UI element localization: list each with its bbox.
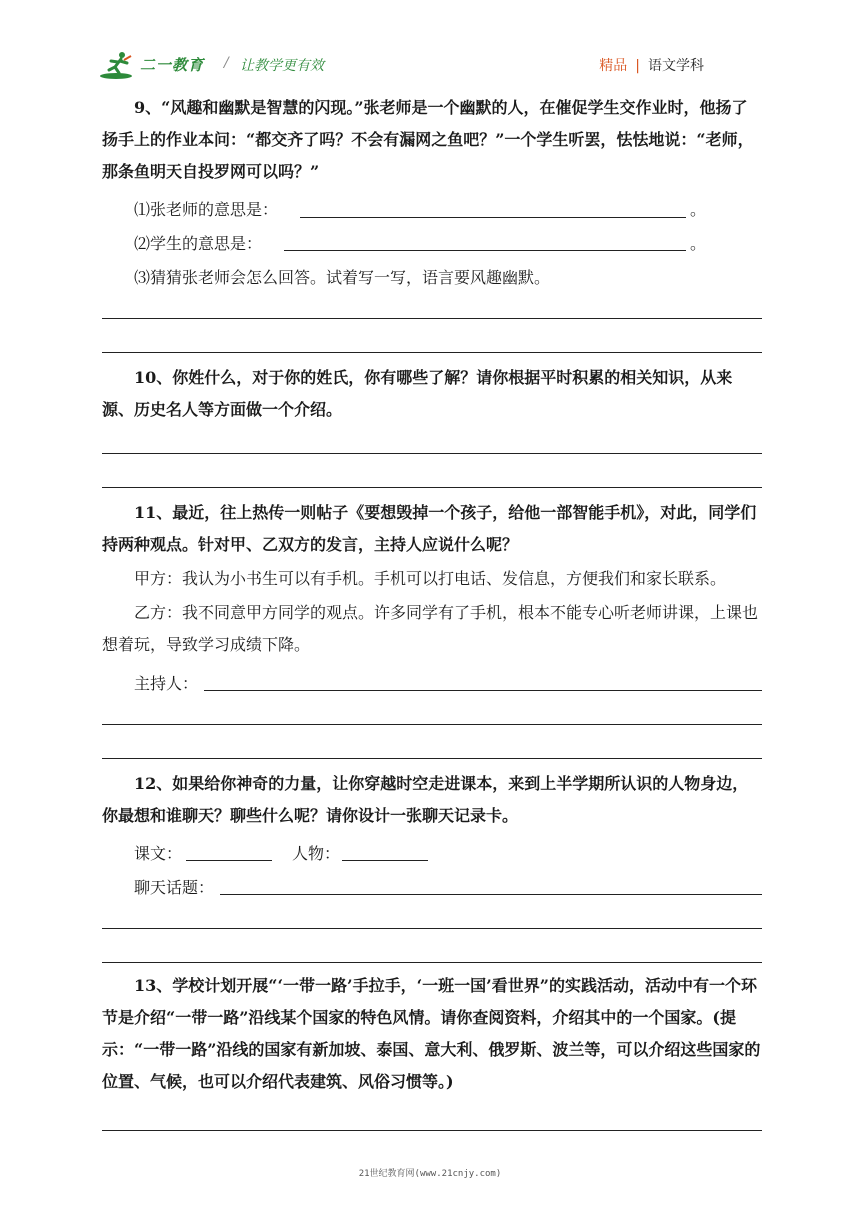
q9-sub2-label: ⑵学生的意思是： xyxy=(134,234,263,253)
q9-sub3-label: ⑶猜猜张老师会怎么回答。试着写一写，语言要风趣幽默。 xyxy=(134,268,551,287)
header-right xyxy=(599,55,704,75)
q10-answer-line-2[interactable] xyxy=(102,487,762,488)
runner-logo-icon xyxy=(100,50,136,80)
subject-label: 语文学科 xyxy=(648,58,704,74)
q9-sub1-label: ⑴张老师的意思是： xyxy=(134,200,279,219)
question-12 xyxy=(102,768,762,832)
quality-badge: 精品 xyxy=(599,58,628,74)
brand-slogan: 让教学更有效 xyxy=(240,58,324,74)
page-header xyxy=(100,44,760,84)
question-10-text: 10、你姓什么，对于你的姓氏，你有哪些了解？请你根据平时积累的相关知识，从来源、历史名人等方面做一个介绍。 xyxy=(102,368,733,419)
question-9-text: 9、“风趣和幽默是智慧的闪现。”张老师是一个幽默的人，在催促学生交作业时，他扬了扬手上的作业本问：“都交齐了吗？不会有漏网之鱼吧？”一个学生听罢，怯怯地说：“老师，那条鱼明天自投罗网可以吗？” xyxy=(102,98,754,181)
q12-person-answer-line[interactable] xyxy=(342,860,428,861)
q9-sub1-answer-line[interactable] xyxy=(300,217,686,218)
q9-sub1-period: 。 xyxy=(690,200,707,219)
question-13-text: 13、学校计划开展“‘一带一路’手拉手，‘一班一国’看世界”的实践活动，活动中有一个环节是介绍“一带一路”沿线某个国家的特色风情。请你查阅资料，介绍其中的一个国家。(提示：“一带一路”沿线的国家有新加坡、泰国、意大利、俄罗斯、波兰等，可以介绍这些国家的位置、气候，也可以介绍代表建筑、风俗习惯等。) xyxy=(102,976,761,1091)
q11-side-b: 乙方：我不同意甲方同学的观点。许多同学有了手机，根本不能专心听老师讲课，上课也想着玩，导致学习成绩下降。 xyxy=(102,603,759,654)
header-divider: | xyxy=(635,58,640,74)
question-11-text: 11、最近，往上热传一则帖子《要想毁掉一个孩子，给他一部智能手机》，对此，同学们持两种观点。针对甲、乙双方的发言，主持人应说什么呢？ xyxy=(102,503,757,554)
q11-host-answer-line[interactable] xyxy=(204,690,762,691)
question-10 xyxy=(102,362,762,426)
q11-answer-line-1[interactable] xyxy=(102,724,762,725)
q13-answer-line-1[interactable] xyxy=(102,1130,762,1131)
q12-lesson-answer-line[interactable] xyxy=(186,860,272,861)
q9-sub2-answer-line[interactable] xyxy=(284,250,686,251)
question-12-text: 12、如果给你神奇的力量，让你穿越时空走进课本，来到上半学期所认识的人物身边，你最想和谁聊天？聊些什么呢？请你设计一张聊天记录卡。 xyxy=(102,774,749,825)
q9-answer-line-1[interactable] xyxy=(102,318,762,319)
q12-topic-label: 聊天话题： xyxy=(134,878,215,897)
q12-lesson-label: 课文： xyxy=(134,844,183,863)
q9-sub2-period: 。 xyxy=(690,234,707,253)
q11-side-a: 甲方：我认为小书生可以有手机。手机可以打电话、发信息，方便我们和家长联系。 xyxy=(134,569,727,588)
question-11 xyxy=(102,497,762,661)
brand-name: 二一教育 xyxy=(140,56,205,74)
q11-answer-line-2[interactable] xyxy=(102,758,762,759)
question-9 xyxy=(102,92,762,188)
q12-answer-line-1[interactable] xyxy=(102,928,762,929)
q12-answer-line-2[interactable] xyxy=(102,962,762,963)
q9-answer-line-2[interactable] xyxy=(102,352,762,353)
header-separator: / xyxy=(224,55,229,71)
question-13 xyxy=(102,970,762,1098)
q11-host-label: 主持人： xyxy=(134,674,199,693)
q12-person-label: 人物： xyxy=(292,844,341,863)
page-footer: 21世纪教育网(www.21cnjy.com) xyxy=(358,1169,502,1179)
q12-topic-answer-line[interactable] xyxy=(220,894,762,895)
q10-answer-line-1[interactable] xyxy=(102,453,762,454)
